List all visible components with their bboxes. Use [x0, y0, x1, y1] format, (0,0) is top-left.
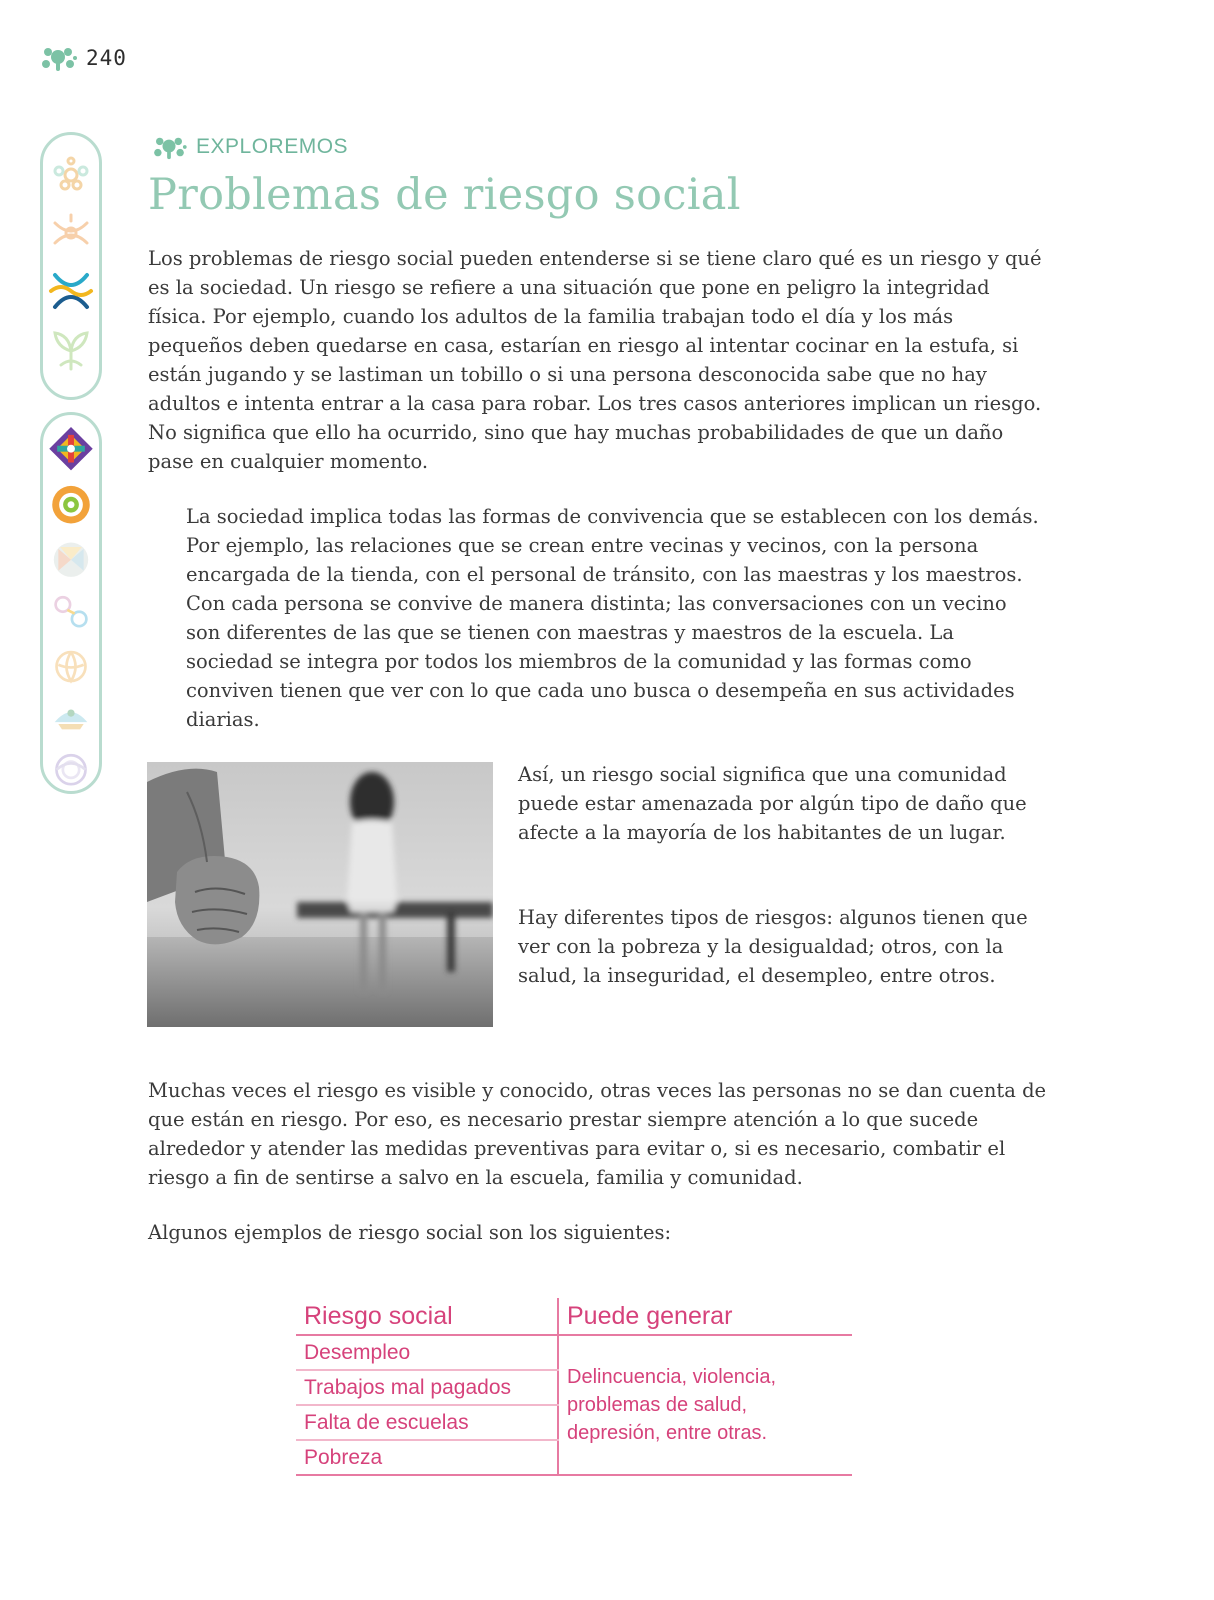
campo-formativo-icon-4 — [47, 325, 95, 373]
eje-icon-5 — [48, 643, 94, 686]
table-cell-risk: Desempleo — [296, 1335, 558, 1370]
sprout-emblem-icon — [150, 134, 188, 160]
campo-formativo-icon-3-active — [47, 267, 95, 315]
eje-icon-4 — [48, 590, 94, 633]
section-label-text: EXPLOREMOS — [196, 135, 349, 158]
paragraph-tipos-riesgos: Hay diferentes tipos de riesgos: algunos tienen que ver con la pobreza y la desigualdad; otros, con la salud, la inseguridad, el desempleo, entre otros. — [518, 906, 1028, 987]
paragraph-sociedad-definicion: La sociedad implica todas las formas de convivencia que se establecen con los demás. Por ejemplo, las relaciones que se crean entre vecinas y vecinos, con la persona encargada de la tienda, con el personal de tránsito, con las maestras y los maestros. Con cada persona se convive de manera distinta; las conversaciones con un vecino son diferentes de las que se tienen con maestras y maestros de la escuela. La sociedad se integra por todos los miembros de la comunidad y las formas como conviven tienen que ver con lo que cada uno busca o desempeña en sus actividades diarias. — [186, 505, 1039, 731]
eje-icon-6 — [48, 695, 94, 738]
paragraph-prevencion: Muchas veces el riesgo es visible y conocido, otras veces las personas no se dan cuenta de que están en riesgo. Por eso, es necesario prestar siempre atención a lo que sucede alrededor y atender las medidas preventivas para evitar o, si es necesario, combatir el riesgo a fin de sentirse a salvo en la escuela, familia y comunidad. — [148, 1079, 1047, 1189]
sidebar-ejes-articuladores — [40, 412, 102, 794]
campo-formativo-icon-2 — [47, 209, 95, 257]
table-cell-risk: Trabajos mal pagados — [296, 1370, 558, 1405]
paragraph-riesgo-definicion: Los problemas de riesgo social pueden entenderse si se tiene claro qué es un riesgo y qué es la sociedad. Un riesgo se refiere a una situación que pone en peligro la integridad física. Por ejemplo, cuando los adultos de la familia trabajan todo el día y los más pequeños deben quedarse en casa, estarían en riesgo al intentar cocinar en la estufa, si están jugando y se lastiman un tobillo o si una persona desconocida sabe que no hay adultos e intenta entrar a la casa para robar. Los tres casos anteriores implican un riesgo. No significa que ello ha ocurrido, sino que hay muchas probabilidades de que un daño pase en cualquier momento. — [148, 247, 1042, 473]
sidebar-campos-formativos — [40, 132, 102, 400]
page-title: Problemas de riesgo social — [148, 170, 741, 220]
page-number-text: 240 — [86, 46, 127, 70]
eje-icon-7 — [48, 748, 94, 791]
paragraph-riesgo-social: Así, un riesgo social significa que una comunidad puede estar amenazada por algún tipo de daño que afecte a la mayoría de los habitantes de un lugar. — [518, 763, 1027, 844]
sprout-emblem-icon — [38, 44, 78, 72]
section-label — [150, 134, 348, 160]
table-header-row — [296, 1298, 852, 1335]
campo-formativo-icon-1 — [47, 151, 95, 199]
risk-table — [296, 1298, 852, 1476]
table-header-riesgo: Riesgo social — [296, 1298, 558, 1335]
photo-fist-and-sitting-girl — [147, 762, 493, 1027]
table-row — [296, 1335, 852, 1370]
page-number — [38, 44, 127, 72]
paragraph-ejemplos-intro: Algunos ejemplos de riesgo social son los siguientes: — [148, 1221, 672, 1244]
eje-icon-2-active — [47, 481, 95, 528]
table-header-genera: Puede generar — [558, 1298, 852, 1335]
eje-icon-1-active — [47, 425, 95, 472]
table-cell-risk: Pobreza — [296, 1440, 558, 1475]
table-cell-effects: Delincuencia, violencia, problemas de salud, depresión, entre otras. — [558, 1335, 852, 1475]
table-cell-risk: Falta de escuelas — [296, 1405, 558, 1440]
eje-icon-3 — [48, 538, 94, 581]
